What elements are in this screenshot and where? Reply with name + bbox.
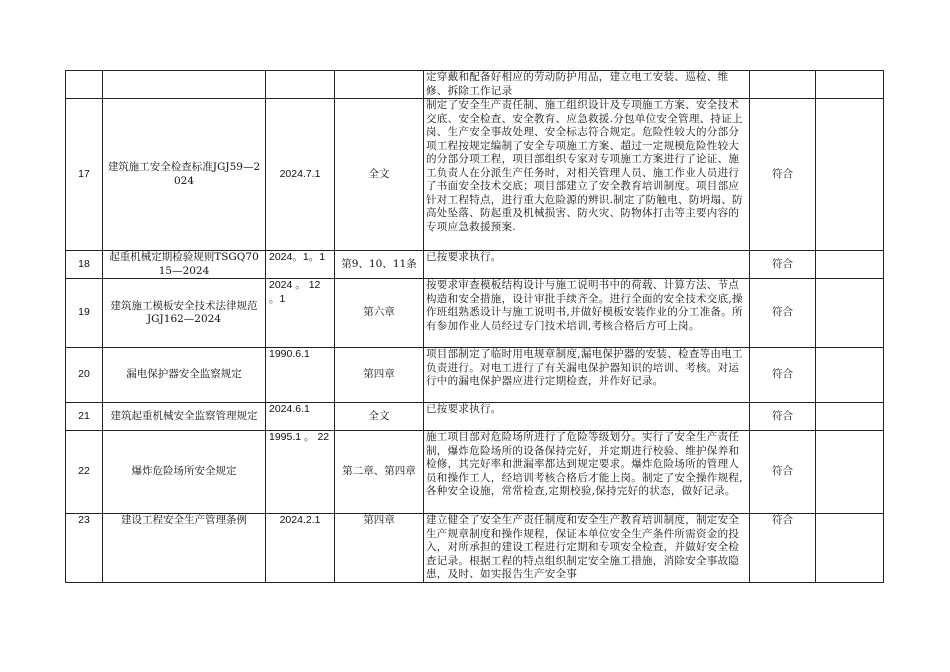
clause-ref: 第四章: [335, 348, 424, 403]
result-cell: [750, 71, 816, 99]
row-number: 22: [66, 431, 103, 514]
table-row: [66, 279, 884, 348]
clause-cell: [335, 71, 424, 99]
clause-ref: 全文: [335, 403, 424, 431]
row-number: 18: [66, 251, 103, 279]
clause-ref: 第9、10、11条: [335, 251, 424, 279]
table-row: [66, 251, 884, 279]
clause-ref: 第四章: [335, 514, 424, 583]
remark-cell: [816, 514, 884, 583]
content-cell: 定穿戴和配备好相应的劳动防护用品，建立电工安装、巡检、维修、拆除工作记录: [424, 71, 750, 99]
row-number: 23: [66, 514, 103, 583]
effective-date: 2024.2.1: [266, 514, 335, 583]
date-cell: [266, 71, 335, 99]
compliance-result: 符合: [750, 348, 816, 403]
compliance-result: 符合: [750, 431, 816, 514]
implementation-content: [424, 514, 750, 583]
clause-ref: 第六章: [335, 279, 424, 348]
effective-date: 2024 。 12 。1: [266, 279, 335, 348]
regulation-name: 建设工程安全生产管理条例: [103, 514, 266, 583]
row-number: 19: [66, 279, 103, 348]
effective-date: 2024.7.1: [266, 99, 335, 251]
compliance-result: 符合: [750, 251, 816, 279]
clause-ref: 第二章、第四章: [335, 431, 424, 514]
remark-cell: [816, 348, 884, 403]
implementation-content: 已按要求执行。: [424, 403, 750, 431]
effective-date: 1995.1 。 22: [266, 431, 335, 514]
compliance-result: 符合: [750, 99, 816, 251]
remark-cell: [816, 403, 884, 431]
implementation-content: 项目部制定了临时用电规章制度,漏电保护器的安装、检查等由电工负责进行。对电工进行了有关漏电保护器知识的培训、考核。对运行中的漏电保护器应进行定期检查，并作好记录。: [424, 348, 750, 403]
implementation-content: 按要求审查模板结构设计与施工说明书中的荷载、计算方法、节点构造和安全措施，设计审批手续齐全。进行全面的安全技术交底,操作班组熟悉设计与施工说明书,并做好模板安装作业的分工准备。所有参加作业人员经过专门技术培训,考核合格后方可上岗。: [424, 279, 750, 348]
implementation-content-text: 建立健全了安全生产责任制度和安全生产教育培训制度，制定安全生产规章制度和操作规程，保证本单位安全生产条件所需资金的投入，对所承担的建设工程进行定期和专项安全检查，并做好安全检查记录。根据工程的特点组织制定安全施工措施，消除安全事故隐患，及时、如实报告生产安全事: [426, 514, 740, 580]
remark-cell: [816, 71, 884, 99]
regulation-name: 爆炸危险场所安全规定: [103, 431, 266, 514]
remark-cell: [816, 251, 884, 279]
implementation-content: 施工项目部对危险场所进行了危险等级划分。实行了安全生产责任制，爆炸危险场所的设备保持完好，并定期进行校验、维护保养和检修，其完好率和泄漏率都达到规定要求。爆炸危险场所的管理人员和操作工人，经培训考核合格后才能上岗。制定了安全操作规程,各种安全设施，常常检查,定期校验,保持完好的状态，做好记录。: [424, 431, 750, 514]
remark-cell: [816, 431, 884, 514]
regulation-compliance-table: [65, 70, 884, 583]
regulation-name: 漏电保护器安全监察规定: [103, 348, 266, 403]
table-row: [66, 99, 884, 251]
regulation-name: 建筑施工模板安全技术法律规范 JGJ162—2024: [103, 279, 266, 348]
regulation-name: 起重机械定期检验规则TSGQ7015—2024: [103, 251, 266, 279]
row-number: 20: [66, 348, 103, 403]
effective-date: 2024。1。1: [266, 251, 335, 279]
implementation-content: 已按要求执行。: [424, 251, 750, 279]
table-row: [66, 431, 884, 514]
regulation-name: 建筑起重机械安全监察管理规定: [103, 403, 266, 431]
compliance-result: 符合: [750, 403, 816, 431]
row-number: 21: [66, 403, 103, 431]
row-number: 17: [66, 99, 103, 251]
effective-date: 1990.6.1: [266, 348, 335, 403]
implementation-content: 制定了安全生产责任制、施工组织设计及专项施工方案、安全技术交底、安全检查、安全教育、应急救援.分包单位安全管理、持证上岗、生产安全事故处理、安全标志符合规定。危险性较大的分部分项工程按规定编制了安全专项施工方案、超过一定规模危险性较大的分部分项工程，项目部组织专家对专项施工方案进行了论证、施工负责人在分派生产任务时，对相关管理人员、施工作业人员进行了书面安全技术交底；项目部建立了安全教育培训制度。项目部应针对工程特点，进行重大危险源的辨识.制定了防触电、防坍塌、防高处坠落、防起重及机械损害、防火灾、防物体打击等主要内容的专项应急救援预案.: [424, 99, 750, 251]
remark-cell: [816, 99, 884, 251]
table-row: [66, 514, 884, 583]
table-row: [66, 403, 884, 431]
compliance-result: 符合: [750, 279, 816, 348]
name-cell: [103, 71, 266, 99]
document-page: [65, 70, 885, 583]
no-cell: [66, 71, 103, 99]
table-row: [66, 348, 884, 403]
effective-date: 2024.6.1: [266, 403, 335, 431]
compliance-result: 符合: [750, 514, 816, 583]
clause-ref: 全文: [335, 99, 424, 251]
table-row: [66, 71, 884, 99]
regulation-name: 建筑施工安全检查标准JGJ59—2024: [103, 99, 266, 251]
remark-cell: [816, 279, 884, 348]
page-bottom-margin: [0, 597, 950, 672]
